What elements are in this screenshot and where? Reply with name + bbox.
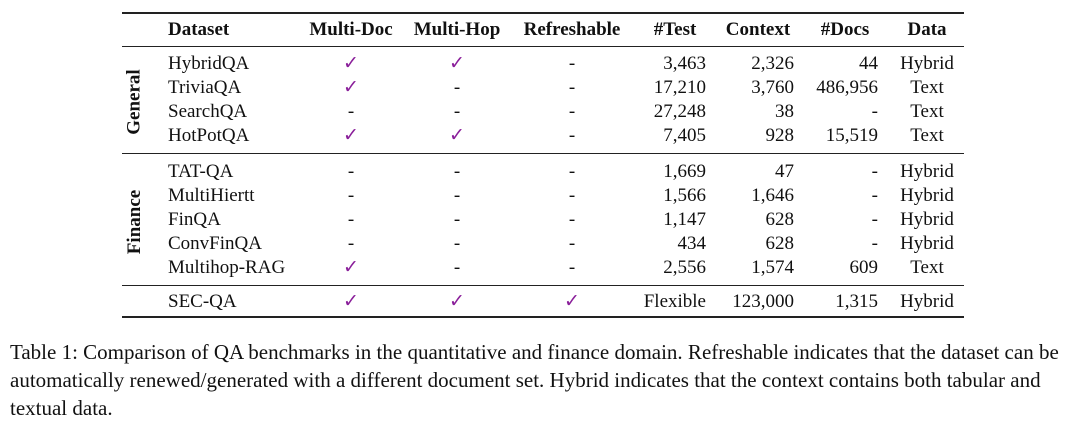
cell-dataset: SearchQA [168,101,248,122]
cell-refreshable: - [568,185,576,206]
cell-data: Text [910,257,944,278]
cell-multi-hop: ✓ [449,291,465,312]
cell-dataset: SEC-QA [168,291,237,312]
cell-multi-doc: - [347,209,355,230]
cell-multi-hop: - [453,257,461,278]
general-finance-rule [122,153,964,154]
cell-multi-doc: ✓ [343,125,359,146]
cell-context: 123,000 [732,291,794,312]
cell-data: Text [910,125,944,146]
cell-dataset: ConvFinQA [168,233,262,254]
cell-data: Hybrid [900,53,954,74]
cell-test: 17,210 [653,77,706,98]
cell-multi-doc: ✓ [343,77,359,98]
cell-multi-hop: ✓ [449,53,465,74]
cell-refreshable: - [568,209,576,230]
cell-dataset: Multihop-RAG [168,257,286,278]
cell-context: 38 [775,101,794,122]
cell-docs: - [871,101,878,122]
cell-dataset: HybridQA [168,53,250,74]
bottom-rule [122,316,964,318]
cell-multi-doc: - [347,233,355,254]
header-multi-hop: Multi-Hop [413,19,501,40]
cell-multi-doc: ✓ [343,53,359,74]
cell-test: 27,248 [653,101,706,122]
cell-refreshable: - [568,101,576,122]
cell-docs: 1,315 [835,291,878,312]
cell-test: 1,147 [663,209,706,230]
table-row [122,160,964,184]
cell-data: Text [910,77,944,98]
cell-multi-doc: - [347,161,355,182]
cell-multi-hop: - [453,161,461,182]
header-multi-doc: Multi-Doc [309,19,393,40]
cell-multi-hop: ✓ [449,125,465,146]
cell-dataset: TAT-QA [168,161,234,182]
cell-refreshable: - [568,233,576,254]
table-row [122,124,964,148]
cell-multi-hop: - [453,77,461,98]
header-rule [122,46,964,47]
table-row [122,256,964,280]
table-row [122,52,964,76]
table-row [122,208,964,232]
cell-test: Flexible [643,291,706,312]
table-row [122,232,964,256]
finance-secqa-rule [122,285,964,286]
cell-data: Hybrid [900,161,954,182]
header-context: Context [725,19,791,40]
cell-docs: - [871,161,878,182]
cell-test: 7,405 [663,125,706,146]
cell-multi-hop: - [453,233,461,254]
cell-data: Hybrid [900,233,954,254]
cell-docs: - [871,185,878,206]
cell-dataset: FinQA [168,209,221,230]
cell-multi-doc: - [347,101,355,122]
cell-test: 434 [677,233,706,254]
cell-context: 928 [765,125,794,146]
cell-dataset: TriviaQA [168,77,242,98]
cell-test: 2,556 [663,257,706,278]
header-row [122,18,964,42]
cell-data: Text [910,101,944,122]
header-dataset: Dataset [168,19,230,40]
cell-test: 1,669 [663,161,706,182]
cell-multi-hop: - [453,185,461,206]
cell-context: 628 [765,209,794,230]
group-label-finance: Finance [124,189,146,255]
cell-dataset: HotPotQA [168,125,250,146]
cell-context: 1,646 [751,185,794,206]
table-row [122,290,964,314]
cell-context: 1,574 [751,257,794,278]
cell-docs: - [871,209,878,230]
cell-refreshable: - [568,77,576,98]
cell-docs: - [871,233,878,254]
cell-dataset: MultiHiertt [168,185,255,206]
header-test: #Test [653,19,697,40]
cell-data: Hybrid [900,185,954,206]
cell-context: 3,760 [751,77,794,98]
table-row [122,184,964,208]
cell-refreshable: - [568,161,576,182]
cell-refreshable: - [568,53,576,74]
table-row [122,100,964,124]
header-docs: #Docs [820,19,870,40]
cell-multi-hop: - [453,209,461,230]
cell-data: Hybrid [900,291,954,312]
group-label-general: General [124,69,145,135]
top-rule [122,12,964,14]
header-refreshable: Refreshable [523,19,621,40]
cell-test: 3,463 [663,53,706,74]
cell-docs: 44 [859,53,878,74]
cell-multi-hop: - [453,101,461,122]
table-caption: Table 1: Comparison of QA benchmarks in the quantitative and finance domain. Refreshable indicates that the dataset can be automatically renewed/generated with a different document set. Hybrid indicates that the context contains both tabular and textual data. [10,340,1059,420]
cell-multi-doc: ✓ [343,257,359,278]
cell-data: Hybrid [900,209,954,230]
cell-test: 1,566 [663,185,706,206]
cell-context: 47 [775,161,794,182]
table-row [122,76,964,100]
cell-refreshable: - [568,257,576,278]
cell-context: 628 [765,233,794,254]
cell-multi-doc: ✓ [343,291,359,312]
cell-docs: 486,956 [816,77,878,98]
header-data: Data [907,19,947,40]
cell-refreshable: - [568,125,576,146]
cell-multi-doc: - [347,185,355,206]
cell-docs: 15,519 [825,125,878,146]
cell-refreshable: ✓ [564,291,580,312]
cell-docs: 609 [849,257,878,278]
cell-context: 2,326 [751,53,794,74]
